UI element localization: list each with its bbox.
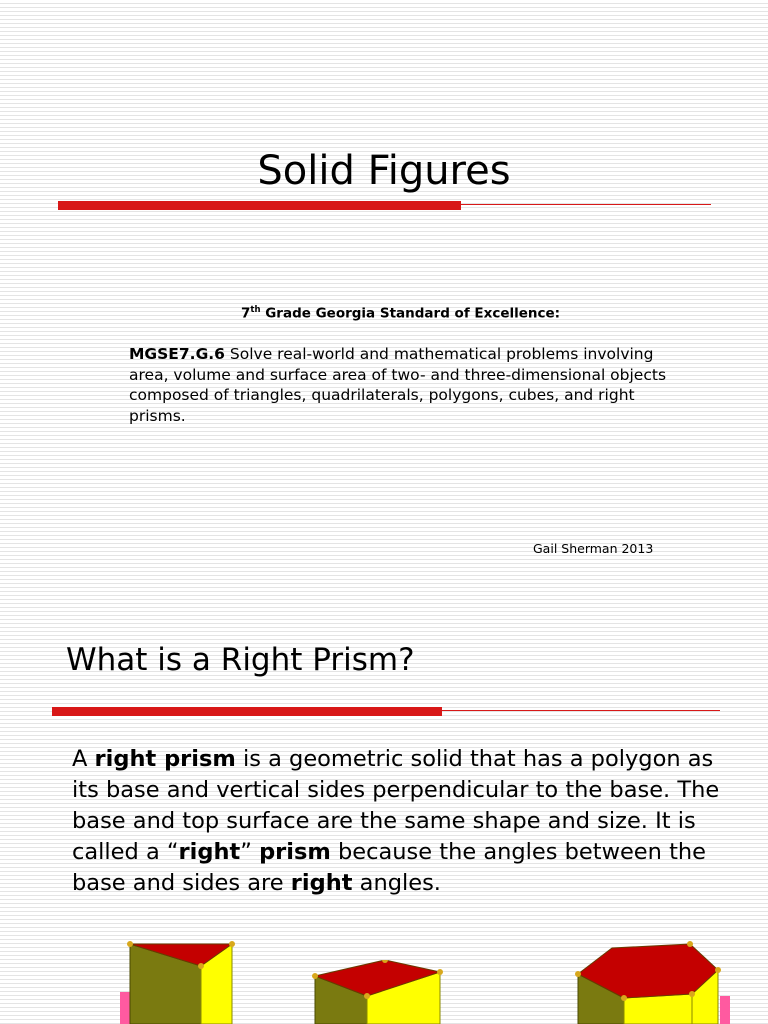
standard-code: MGSE7.G.6 [129,345,225,363]
title-underline-2 [52,707,720,716]
right-prism-definition: A right prism is a geometric solid that has a polygon as its base and vertical sides perpendicular to the base. The base and top surface are the same shape and size. It is called a “right” prism because the angles between the base and sides are right angles. [72,746,720,896]
standard-heading: 7th Grade Georgia Standard of Excellence: [241,305,561,322]
square-prism-image [305,960,455,1024]
triangular-prism-image [115,940,255,1024]
pentagonal-prism-image [572,938,732,1024]
slide-title-solid-figures: Solid Figures [257,148,511,194]
author-credit: Gail Sherman 2013 [533,541,654,556]
slide-title-right-prism: What is a Right Prism? [66,642,415,678]
title-underline [58,201,711,210]
standard-description: MGSE7.G.6 Solve real-world and mathematical problems involving area, volume and surface area of two- and three-dimensional objects composed of triangles, quadrilaterals, polygons, cubes, and right prisms. [129,345,667,425]
